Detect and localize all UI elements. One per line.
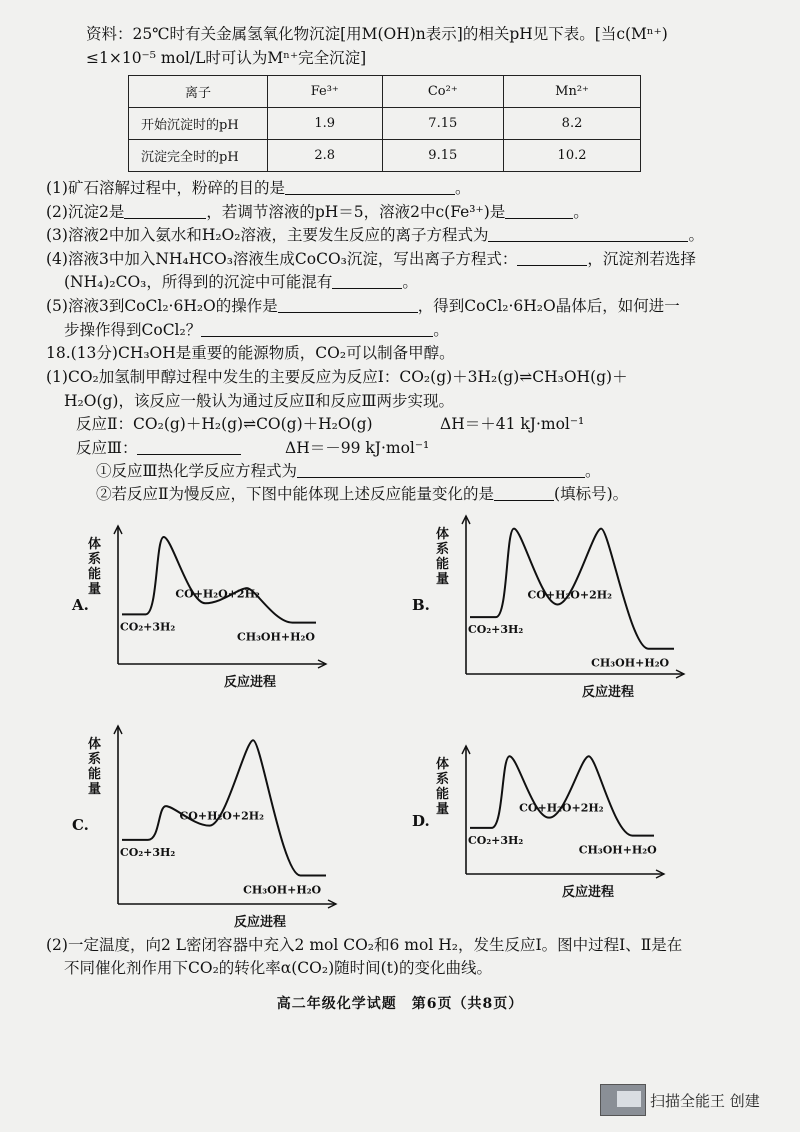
products-label: CH₃OH+H₂O <box>236 630 315 644</box>
intermediate-label: CO+H₂O+2H₂ <box>519 801 604 815</box>
table-cell: 7.15 <box>382 108 504 140</box>
material-line-1: 资料：25℃时有关金属氢氧化物沉淀[用M(OH)n表示]的相关pH见下表。[当c(Mⁿ⁺) <box>86 25 668 43</box>
q17-part5 <box>46 296 680 316</box>
y-axis-label-char: 量 <box>436 802 450 817</box>
reactants-label: CO₂+3H₂ <box>468 623 524 637</box>
q17-part3 <box>46 225 704 245</box>
scanner-logo-icon <box>600 1084 646 1116</box>
y-axis-label-char: 体 <box>436 757 450 772</box>
energy-diagram-svg <box>432 740 672 900</box>
x-axis-label: 反应进程 <box>224 675 277 690</box>
answer-blank[interactable] <box>278 298 418 313</box>
answer-blank[interactable] <box>285 180 455 195</box>
reaction-3-enthalpy: ΔH＝－99 kJ·mol⁻¹ <box>285 439 430 457</box>
reaction-2: 反应Ⅱ：CO₂(g)＋H₂(g)⇌CO(g)＋H₂O(g) <box>76 415 373 433</box>
y-axis-label-char: 量 <box>88 782 102 797</box>
y-axis-label-char: 系 <box>436 542 450 557</box>
table-row <box>129 108 641 140</box>
y-axis-label-char: 系 <box>88 752 102 767</box>
y-axis-label-char: 系 <box>88 552 102 567</box>
reaction-2-enthalpy: ΔH＝＋41 kJ·mol⁻¹ <box>440 415 585 433</box>
page-footer: 高二年级化学试题 第6页（共8页） <box>276 996 524 1012</box>
option-label-b[interactable]: B. <box>412 596 430 614</box>
q17-part4-cont <box>64 272 418 292</box>
q17-part4 <box>46 249 696 269</box>
table-cell: 8.2 <box>504 108 641 140</box>
x-axis-label: 反应进程 <box>562 885 615 900</box>
q18-part1-line1: (1)CO₂加氢制甲醇过程中发生的主要反应为反应Ⅰ：CO₂(g)＋3H₂(g)⇌CH₃OH(g)＋ <box>46 368 628 386</box>
q17-part1-text: (1)矿石溶解过程中，粉碎的目的是 <box>46 179 285 197</box>
option-label-a[interactable]: A. <box>72 596 89 614</box>
intermediate-label: CO+H₂O+2H₂ <box>175 587 260 601</box>
period: 。 <box>573 203 589 221</box>
products-label: CH₃OH+H₂O <box>243 883 322 897</box>
reactants-label: CO₂+3H₂ <box>468 833 524 847</box>
q17-part1 <box>46 178 470 198</box>
option-label-c[interactable]: C. <box>72 816 89 834</box>
energy-diagram-c <box>84 720 344 930</box>
option-label-d[interactable]: D. <box>412 812 430 830</box>
period: 。 <box>433 321 449 339</box>
table-cell: 9.15 <box>382 140 504 172</box>
intermediate-label: CO+H₂O+2H₂ <box>527 588 612 602</box>
answer-blank[interactable] <box>297 463 585 478</box>
y-axis-label-char: 能 <box>88 767 102 782</box>
period: 。 <box>584 462 601 480</box>
answer-blank[interactable] <box>137 440 241 455</box>
q17-part4-text-a: (4)溶液3中加入NH₄HCO₃溶液生成CoCO₃沉淀，写出离子方程式： <box>46 250 518 268</box>
table-header-cell: Fe³⁺ <box>268 76 383 108</box>
q18-sub2 <box>96 484 628 504</box>
answer-blank[interactable] <box>124 204 206 219</box>
ph-table <box>128 75 641 172</box>
watermark-text: 扫描全能王 创建 <box>650 1092 760 1110</box>
energy-diagram-a <box>84 520 334 690</box>
q18-sub2-text-a: ②若反应Ⅱ为慢反应，下图中能体现上述反应能量变化的是 <box>96 485 495 503</box>
table-cell: 开始沉淀时的pH <box>129 108 268 140</box>
table-cell: 10.2 <box>504 140 641 172</box>
answer-blank[interactable] <box>488 227 688 242</box>
answer-blank[interactable] <box>332 274 402 289</box>
q17-part2 <box>46 202 589 222</box>
q17-part3-text: (3)溶液2中加入氨水和H₂O₂溶液，主要发生反应的离子方程式为 <box>46 226 489 244</box>
q18-part2-line1: (2)一定温度，向2 L密闭容器中充入2 mol CO₂和6 mol H₂，发生反应Ⅰ。图中过程Ⅰ、Ⅱ是在 <box>46 936 683 954</box>
scanner-watermark <box>600 1080 800 1120</box>
y-axis-label-char: 量 <box>88 582 102 597</box>
y-axis-label-char: 体 <box>88 737 102 752</box>
reaction-3-label: 反应Ⅲ： <box>76 439 138 457</box>
y-axis-label-char: 体 <box>88 537 102 552</box>
q18-sub1 <box>96 461 600 481</box>
intermediate-label: CO+H₂O+2H₂ <box>179 809 264 823</box>
reactants-label: CO₂+3H₂ <box>120 620 176 634</box>
period: 。 <box>402 273 418 291</box>
energy-curve <box>470 756 654 835</box>
table-cell: 1.9 <box>268 108 383 140</box>
energy-curve <box>122 537 316 623</box>
y-axis-label-char: 能 <box>88 567 102 582</box>
energy-diagram-d <box>432 740 672 900</box>
answer-blank[interactable] <box>517 251 587 266</box>
answer-blank[interactable] <box>201 322 433 337</box>
table-row <box>129 140 641 172</box>
q17-part4-text-b: ，沉淀剂若选择 <box>587 250 696 268</box>
q17-part2-text-a: (2)沉淀2是 <box>46 203 125 221</box>
y-axis-label-char: 量 <box>436 572 450 587</box>
energy-diagram-svg <box>432 510 692 700</box>
x-axis-label: 反应进程 <box>234 915 287 930</box>
q18-sub1-text: ①反应Ⅲ热化学反应方程式为 <box>96 462 297 480</box>
y-axis-label-char: 系 <box>436 772 450 787</box>
q18-part2-line2: 不同催化剂作用下CO₂的转化率α(CO₂)随时间(t)的变化曲线。 <box>64 959 492 977</box>
q17-part5-text-c: 步操作得到CoCl₂？ <box>64 321 202 339</box>
q18-heading: 18.(13分)CH₃OH是重要的能源物质，CO₂可以制备甲醇。 <box>46 344 455 362</box>
q18-part1-line2: H₂O(g)，该反应一般认为通过反应Ⅱ和反应Ⅲ两步实现。 <box>64 392 454 410</box>
y-axis-label-char: 能 <box>436 557 450 572</box>
answer-blank[interactable] <box>494 486 554 501</box>
q17-part5-text-b: ，得到CoCl₂·6H₂O晶体后，如何进一 <box>417 297 680 315</box>
table-header-row <box>129 76 641 108</box>
energy-diagram-svg <box>84 720 344 930</box>
reactants-label: CO₂+3H₂ <box>120 845 176 859</box>
q17-part2-text-b: ，若调节溶液的pH＝5，溶液2中c(Fe³⁺)是 <box>206 203 506 221</box>
table-header-cell: Mn²⁺ <box>504 76 641 108</box>
energy-diagram-svg <box>84 520 334 690</box>
table-cell: 2.8 <box>268 140 383 172</box>
q18-sub2-text-b: (填标号)。 <box>554 485 629 503</box>
y-axis-label-char: 体 <box>436 527 450 542</box>
period: 。 <box>454 179 471 197</box>
q17-part4-text-c: (NH₄)₂CO₃，所得到的沉淀中可能混有 <box>64 273 333 291</box>
table-header-cell: 离子 <box>129 76 268 108</box>
table-cell: 沉淀完全时的pH <box>129 140 268 172</box>
energy-diagram-b <box>432 510 692 700</box>
q17-part5-text-a: (5)溶液3到CoCl₂·6H₂O的操作是 <box>46 297 278 315</box>
period: 。 <box>688 226 704 244</box>
q17-part5-cont <box>64 320 449 340</box>
products-label: CH₃OH+H₂O <box>591 656 670 670</box>
reaction-3 <box>76 438 241 458</box>
table-header-cell: Co²⁺ <box>382 76 504 108</box>
products-label: CH₃OH+H₂O <box>578 843 657 857</box>
x-axis-label: 反应进程 <box>582 685 635 700</box>
answer-blank[interactable] <box>505 204 573 219</box>
material-line-2: ≤1×10⁻⁵ mol/L时可认为Mⁿ⁺完全沉淀] <box>86 49 367 67</box>
y-axis-label-char: 能 <box>436 787 450 802</box>
